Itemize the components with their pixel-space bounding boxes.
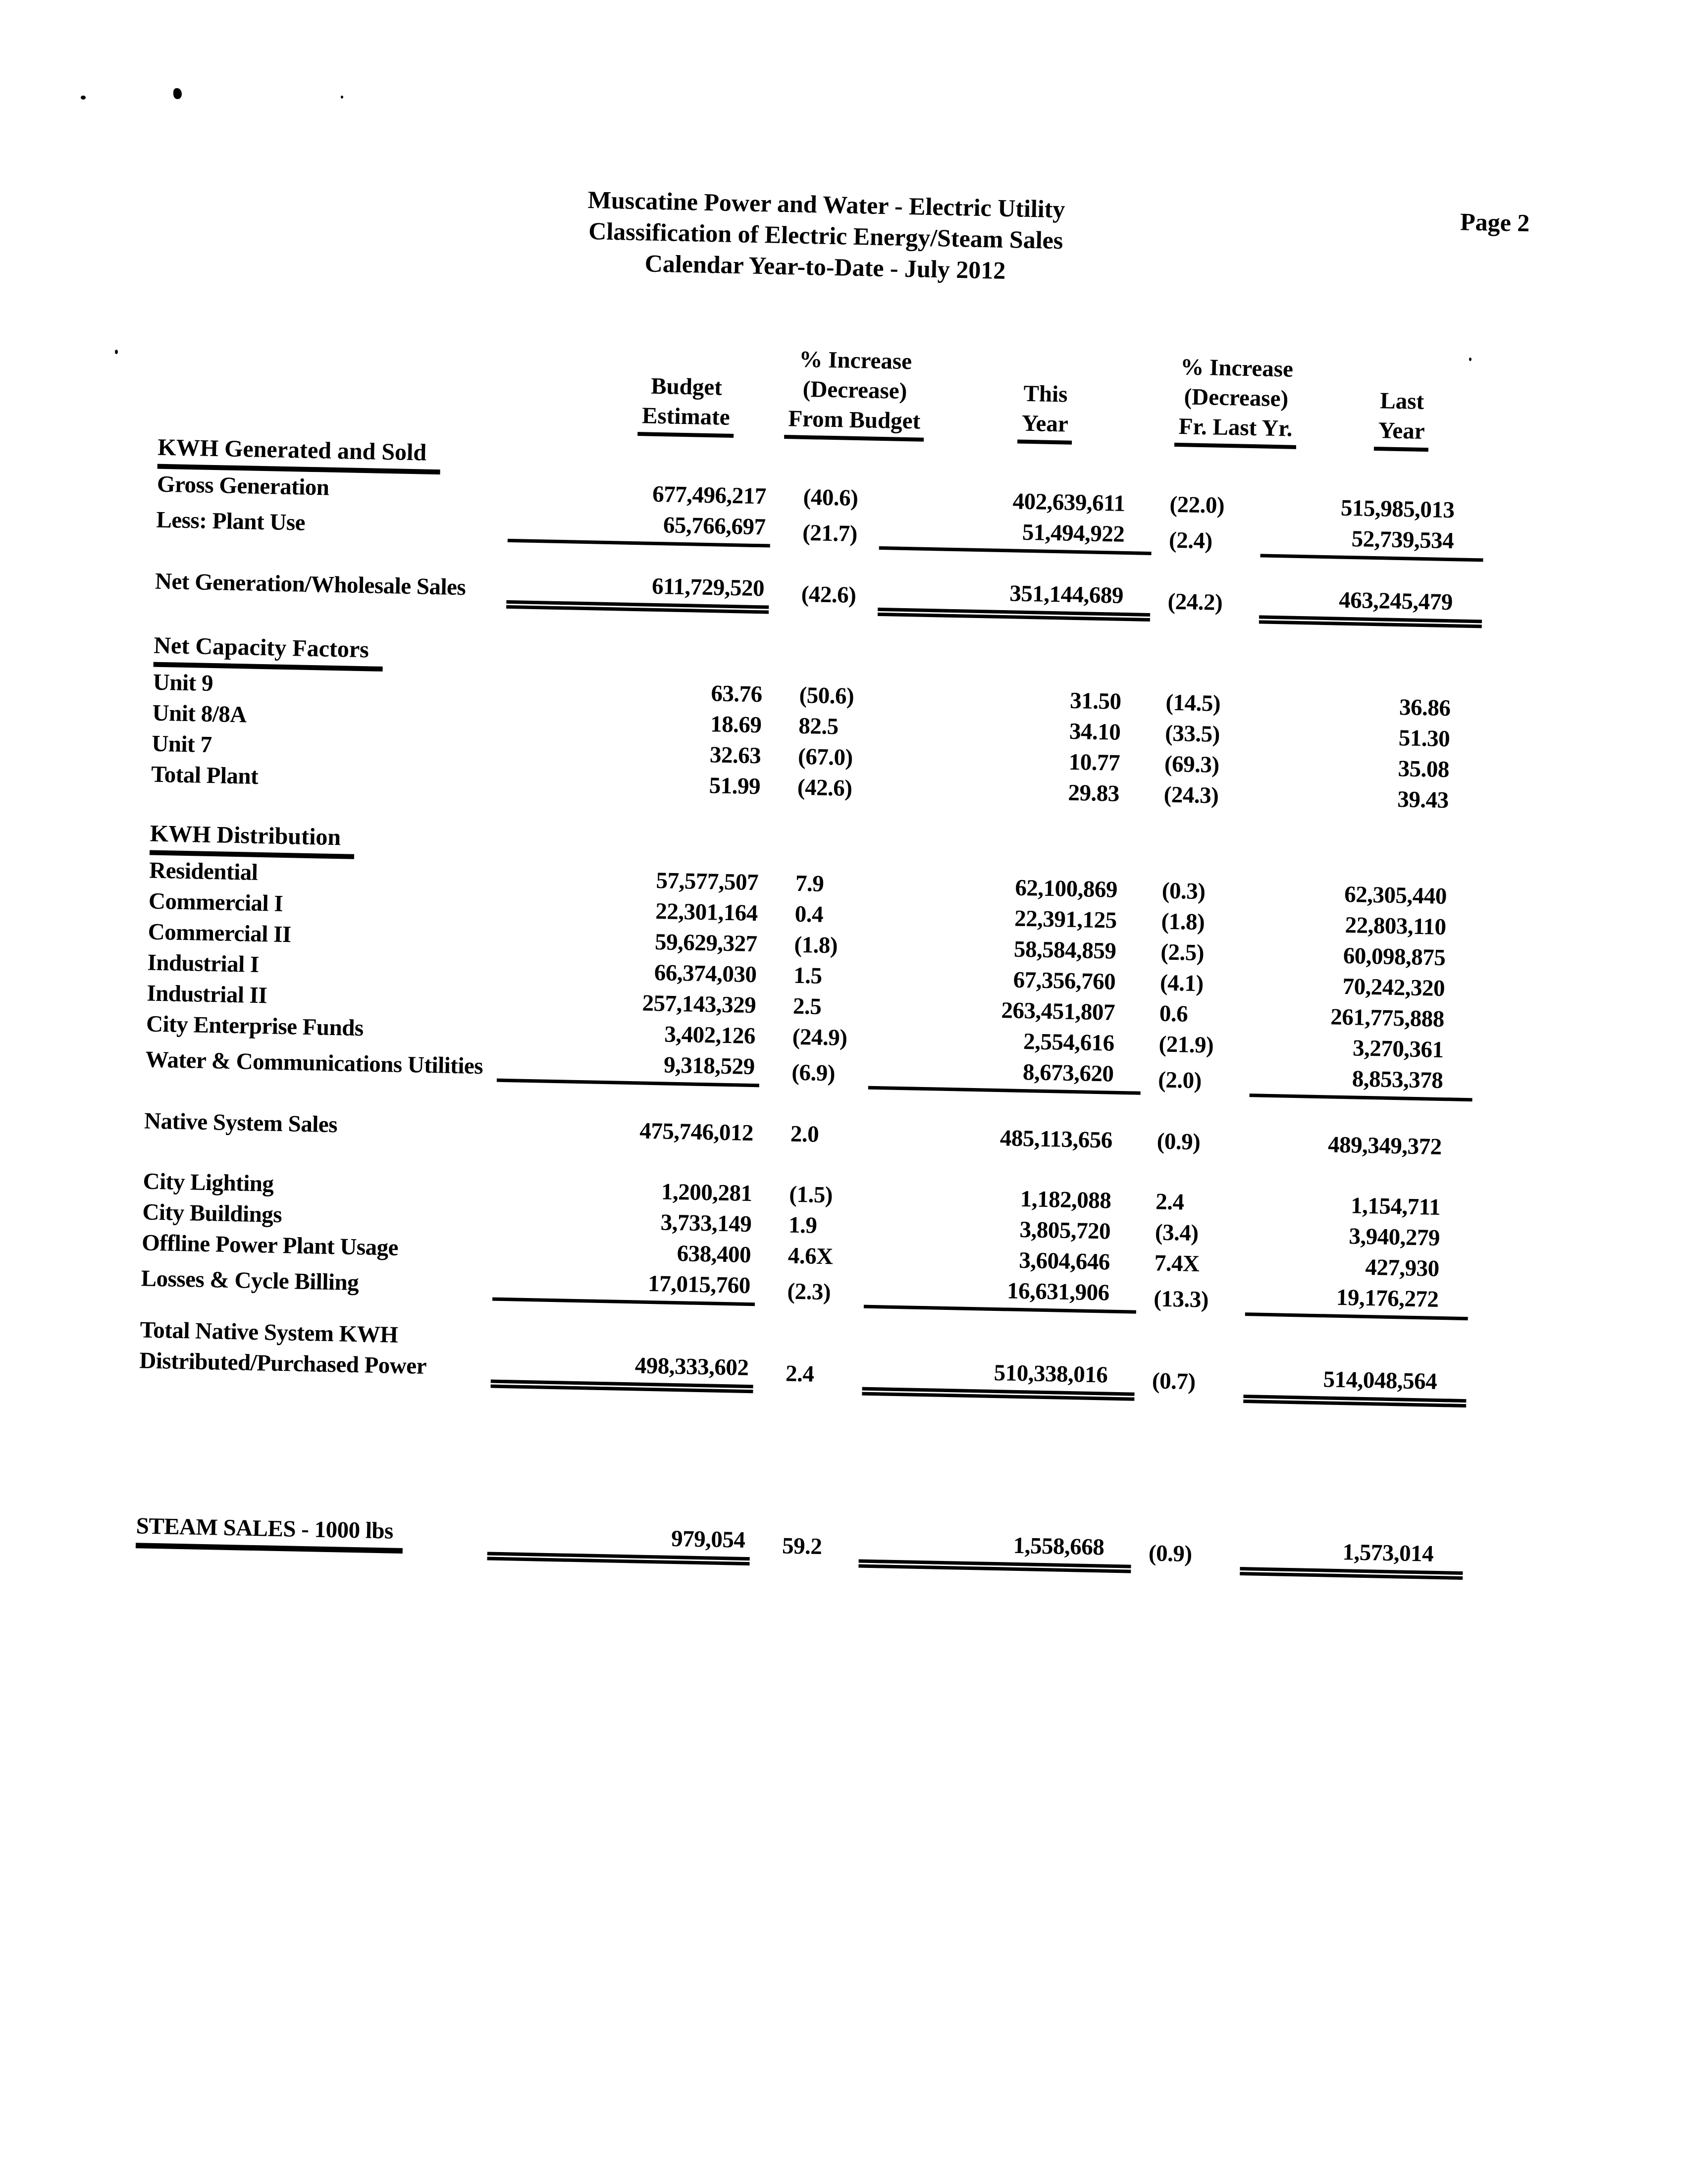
- this-year-value: 34.10: [1069, 718, 1121, 745]
- section-heading-kwh-generated: KWH Generated and Sold: [158, 432, 1485, 496]
- pct-fr-last-yr: (33.5): [1164, 720, 1220, 747]
- pct-fr-last-yr: (3.4): [1155, 1219, 1199, 1247]
- this-year-value: 1,558,668: [859, 1527, 1132, 1568]
- row-label: City Enterprise Funds: [146, 1011, 364, 1041]
- column-header-row: [158, 325, 1487, 453]
- last-year-value: 1,573,014: [1240, 1535, 1463, 1575]
- budget-value: 257,143,329: [642, 990, 756, 1019]
- last-year-value: 3,270,361: [1352, 1035, 1444, 1063]
- pct-fr-last-yr: (24.3): [1163, 781, 1219, 809]
- this-year-value: 351,144,689: [878, 575, 1151, 617]
- row-label: Total Native System KWH Distributed/Purchased Power: [139, 1317, 427, 1379]
- pct-from-budget: (40.6): [803, 484, 858, 512]
- steam-sales-label: STEAM SALES - 1000 lbs: [136, 1510, 404, 1554]
- row-label: City Buildings: [142, 1199, 282, 1228]
- scan-speck: [173, 88, 182, 99]
- pct-from-budget: (1.8): [794, 932, 838, 959]
- this-year-value: 3,604,646: [1018, 1247, 1110, 1275]
- row-label: Total Plant: [151, 761, 259, 789]
- pct-fr-last-yr: (1.8): [1161, 908, 1205, 936]
- title-line-company: Muscatine Power and Water - Electric Utility: [587, 186, 1065, 223]
- pct-fr-last-yr: 7.4X: [1154, 1250, 1200, 1277]
- pct-fr-last-yr: (4.1): [1159, 970, 1204, 997]
- this-year-value: 263,451,807: [1000, 997, 1115, 1026]
- pct-fr-last-yr: (2.4): [1168, 527, 1213, 554]
- last-year-value: 19,176,272: [1245, 1280, 1469, 1320]
- pct-from-budget: 2.0: [790, 1121, 819, 1147]
- row-label: City Lighting: [143, 1168, 274, 1197]
- budget-value: 1,200,281: [661, 1179, 753, 1207]
- document-sheet: [0, 160, 1681, 1579]
- last-year-value: 514,048,564: [1243, 1362, 1467, 1403]
- column-header-spacer: [158, 325, 566, 434]
- this-year-value: 58,584,859: [1013, 936, 1116, 964]
- pct-from-budget: 0.4: [794, 901, 824, 928]
- last-year-value: 60,098,875: [1343, 942, 1446, 971]
- row-steam-sales: [136, 1510, 1464, 1575]
- this-year-value: 1,182,088: [1020, 1186, 1111, 1214]
- budget-value: 17,015,760: [492, 1265, 755, 1306]
- pct-from-budget: (50.6): [799, 682, 854, 709]
- row-label: Native System Sales: [144, 1108, 338, 1138]
- pct-fr-last-yr: (13.3): [1153, 1286, 1209, 1313]
- row-native-system-sales: [144, 1105, 1472, 1163]
- document-content: [136, 163, 1491, 1575]
- budget-value: 57,577,507: [656, 868, 759, 896]
- pct-from-budget: 2.4: [785, 1360, 814, 1387]
- budget-value: 65,766,697: [508, 507, 771, 548]
- last-year-value: 36.86: [1399, 694, 1451, 722]
- pct-fr-last-yr: (2.5): [1160, 939, 1205, 966]
- pct-fr-last-yr: (0.7): [1152, 1368, 1196, 1395]
- row-label: Gross Generation: [157, 471, 329, 501]
- last-year-value: 70,242,320: [1342, 973, 1445, 1002]
- pct-fr-last-yr: (21.9): [1158, 1031, 1214, 1058]
- this-year-value: 3,805,720: [1019, 1216, 1111, 1245]
- this-year-value: 31.50: [1069, 687, 1122, 715]
- pct-from-budget: (2.3): [787, 1278, 831, 1305]
- pct-from-budget: 1.9: [788, 1212, 817, 1239]
- this-year-value: 402,639,611: [1012, 488, 1126, 517]
- row-label: Less: Plant Use: [156, 507, 306, 536]
- pct-from-budget: (42.6): [801, 581, 856, 609]
- budget-value: 51.99: [709, 773, 761, 800]
- pct-from-budget: (1.5): [788, 1181, 833, 1208]
- budget-value: 611,729,520: [506, 568, 769, 609]
- this-year-value: 51,494,922: [879, 514, 1152, 555]
- row-label: Commercial I: [148, 888, 283, 917]
- budget-value: 638,400: [677, 1241, 751, 1268]
- budget-value: 66,374,030: [654, 960, 757, 988]
- pct-from-budget: 59.2: [782, 1533, 822, 1560]
- last-year-value: 427,930: [1365, 1254, 1440, 1282]
- pct-from-budget: (24.9): [792, 1024, 847, 1051]
- last-year-value: 1,154,711: [1350, 1193, 1441, 1220]
- pct-from-budget: (6.9): [791, 1059, 836, 1087]
- budget-value: 677,496,217: [652, 481, 767, 510]
- row-label: Industrial I: [147, 949, 260, 978]
- row-label: Offline Power Plant Usage: [141, 1230, 399, 1261]
- last-year-value: 62,305,440: [1344, 881, 1447, 910]
- budget-value: 18.69: [710, 711, 762, 738]
- budget-value: 32.63: [709, 742, 761, 769]
- last-year-value: 515,985,013: [1340, 495, 1455, 523]
- budget-value: 475,746,012: [639, 1118, 754, 1146]
- this-year-value: 22,391,125: [1014, 905, 1117, 934]
- pct-fr-last-yr: 0.6: [1159, 1000, 1188, 1027]
- pct-fr-last-yr: (2.0): [1157, 1067, 1202, 1094]
- last-year-value: 463,245,479: [1259, 583, 1482, 623]
- title-line-report: Classification of Electric Energy/Steam Sales: [588, 217, 1063, 255]
- last-year-value: 35.08: [1398, 756, 1450, 783]
- pct-fr-last-yr: (14.5): [1165, 689, 1221, 717]
- row-label: Industrial II: [146, 980, 267, 1009]
- this-year-value: 10.77: [1068, 749, 1120, 776]
- last-year-value: 3,940,279: [1348, 1223, 1440, 1251]
- pct-fr-last-yr: (22.0): [1169, 491, 1225, 519]
- pct-from-budget: 7.9: [795, 870, 824, 897]
- this-year-value: 67,356,760: [1013, 967, 1116, 995]
- this-year-value: 8,673,620: [868, 1054, 1141, 1095]
- column-header-this-year: This Year: [936, 340, 1156, 446]
- pct-from-budget: (42.6): [797, 774, 853, 801]
- scan-speck: [81, 96, 86, 100]
- this-year-value: 2,554,616: [1023, 1029, 1115, 1056]
- this-year-value: 510,338,016: [862, 1355, 1135, 1396]
- row-total-native-system-kwh: [139, 1314, 1468, 1403]
- pct-fr-last-yr: (0.9): [1148, 1540, 1193, 1567]
- row-label: Losses & Cycle Billing: [141, 1265, 359, 1296]
- row-label: Water & Communications Utilities: [145, 1046, 483, 1080]
- scan-speck: [341, 96, 343, 99]
- pct-from-budget: 2.5: [792, 993, 822, 1020]
- column-header-budget-estimate: Budget Estimate: [564, 333, 774, 438]
- this-year-value: 16,631,906: [864, 1273, 1137, 1314]
- budget-value: 979,054: [487, 1520, 750, 1561]
- section-heading-kwh-distribution: KWH Distribution: [150, 819, 1477, 882]
- document-title-block: [161, 163, 1491, 296]
- section-heading-net-capacity-factors: Net Capacity Factors: [154, 630, 1481, 694]
- row-label: Unit 8/8A: [152, 700, 247, 728]
- this-year-value: 485,113,656: [999, 1125, 1113, 1153]
- budget-value: 3,733,149: [660, 1209, 752, 1238]
- row-label: Unit 7: [151, 730, 212, 758]
- this-year-value: 29.83: [1068, 780, 1120, 807]
- column-header-last-year: Last Year: [1317, 348, 1487, 453]
- column-header-pct-fr-last-yr: % Increase (Decrease) Fr. Last Yr.: [1154, 345, 1319, 450]
- last-year-value: 261,775,888: [1330, 1004, 1445, 1033]
- pct-fr-last-yr: (69.3): [1164, 751, 1220, 778]
- pct-from-budget: 82.5: [798, 713, 839, 740]
- column-header-pct-from-budget: % Increase (Decrease) From Budget: [772, 337, 938, 442]
- page-number: Page 2: [1460, 208, 1530, 237]
- row-net-generation-wholesale-sales: [155, 561, 1482, 624]
- pct-from-budget: (67.0): [797, 743, 853, 771]
- pct-fr-last-yr: (24.2): [1167, 588, 1223, 616]
- last-year-value: 39.43: [1397, 786, 1449, 814]
- pct-fr-last-yr: 2.4: [1155, 1189, 1185, 1215]
- budget-value: 63.76: [710, 680, 763, 708]
- row-label: Commercial II: [148, 919, 292, 948]
- row-label: Unit 9: [153, 669, 213, 697]
- pct-fr-last-yr: (0.3): [1161, 878, 1206, 905]
- row-label: Net Generation/Wholesale Sales: [155, 568, 466, 601]
- last-year-value: 51.30: [1398, 725, 1450, 752]
- pct-from-budget: 4.6X: [788, 1243, 834, 1270]
- last-year-value: 489,349,372: [1327, 1132, 1442, 1160]
- budget-value: 22,301,164: [655, 898, 758, 927]
- row-label: Residential: [149, 857, 258, 885]
- title-line-period: Calendar Year-to-Date - July 2012: [644, 249, 1006, 284]
- row-label: [136, 1510, 542, 1556]
- last-year-value: 8,853,378: [1250, 1061, 1473, 1101]
- budget-value: 3,402,126: [664, 1021, 756, 1049]
- last-year-value: 52,739,534: [1260, 521, 1483, 562]
- budget-value: 9,318,529: [497, 1046, 760, 1088]
- this-year-value: 62,100,869: [1014, 875, 1118, 903]
- budget-value: 498,333,602: [491, 1348, 754, 1389]
- pct-fr-last-yr: (0.9): [1156, 1128, 1201, 1155]
- budget-value: 59,629,327: [654, 929, 758, 957]
- pct-from-budget: 1.5: [793, 962, 823, 989]
- last-year-value: 22,803,110: [1345, 912, 1447, 940]
- pct-from-budget: (21.7): [802, 520, 858, 547]
